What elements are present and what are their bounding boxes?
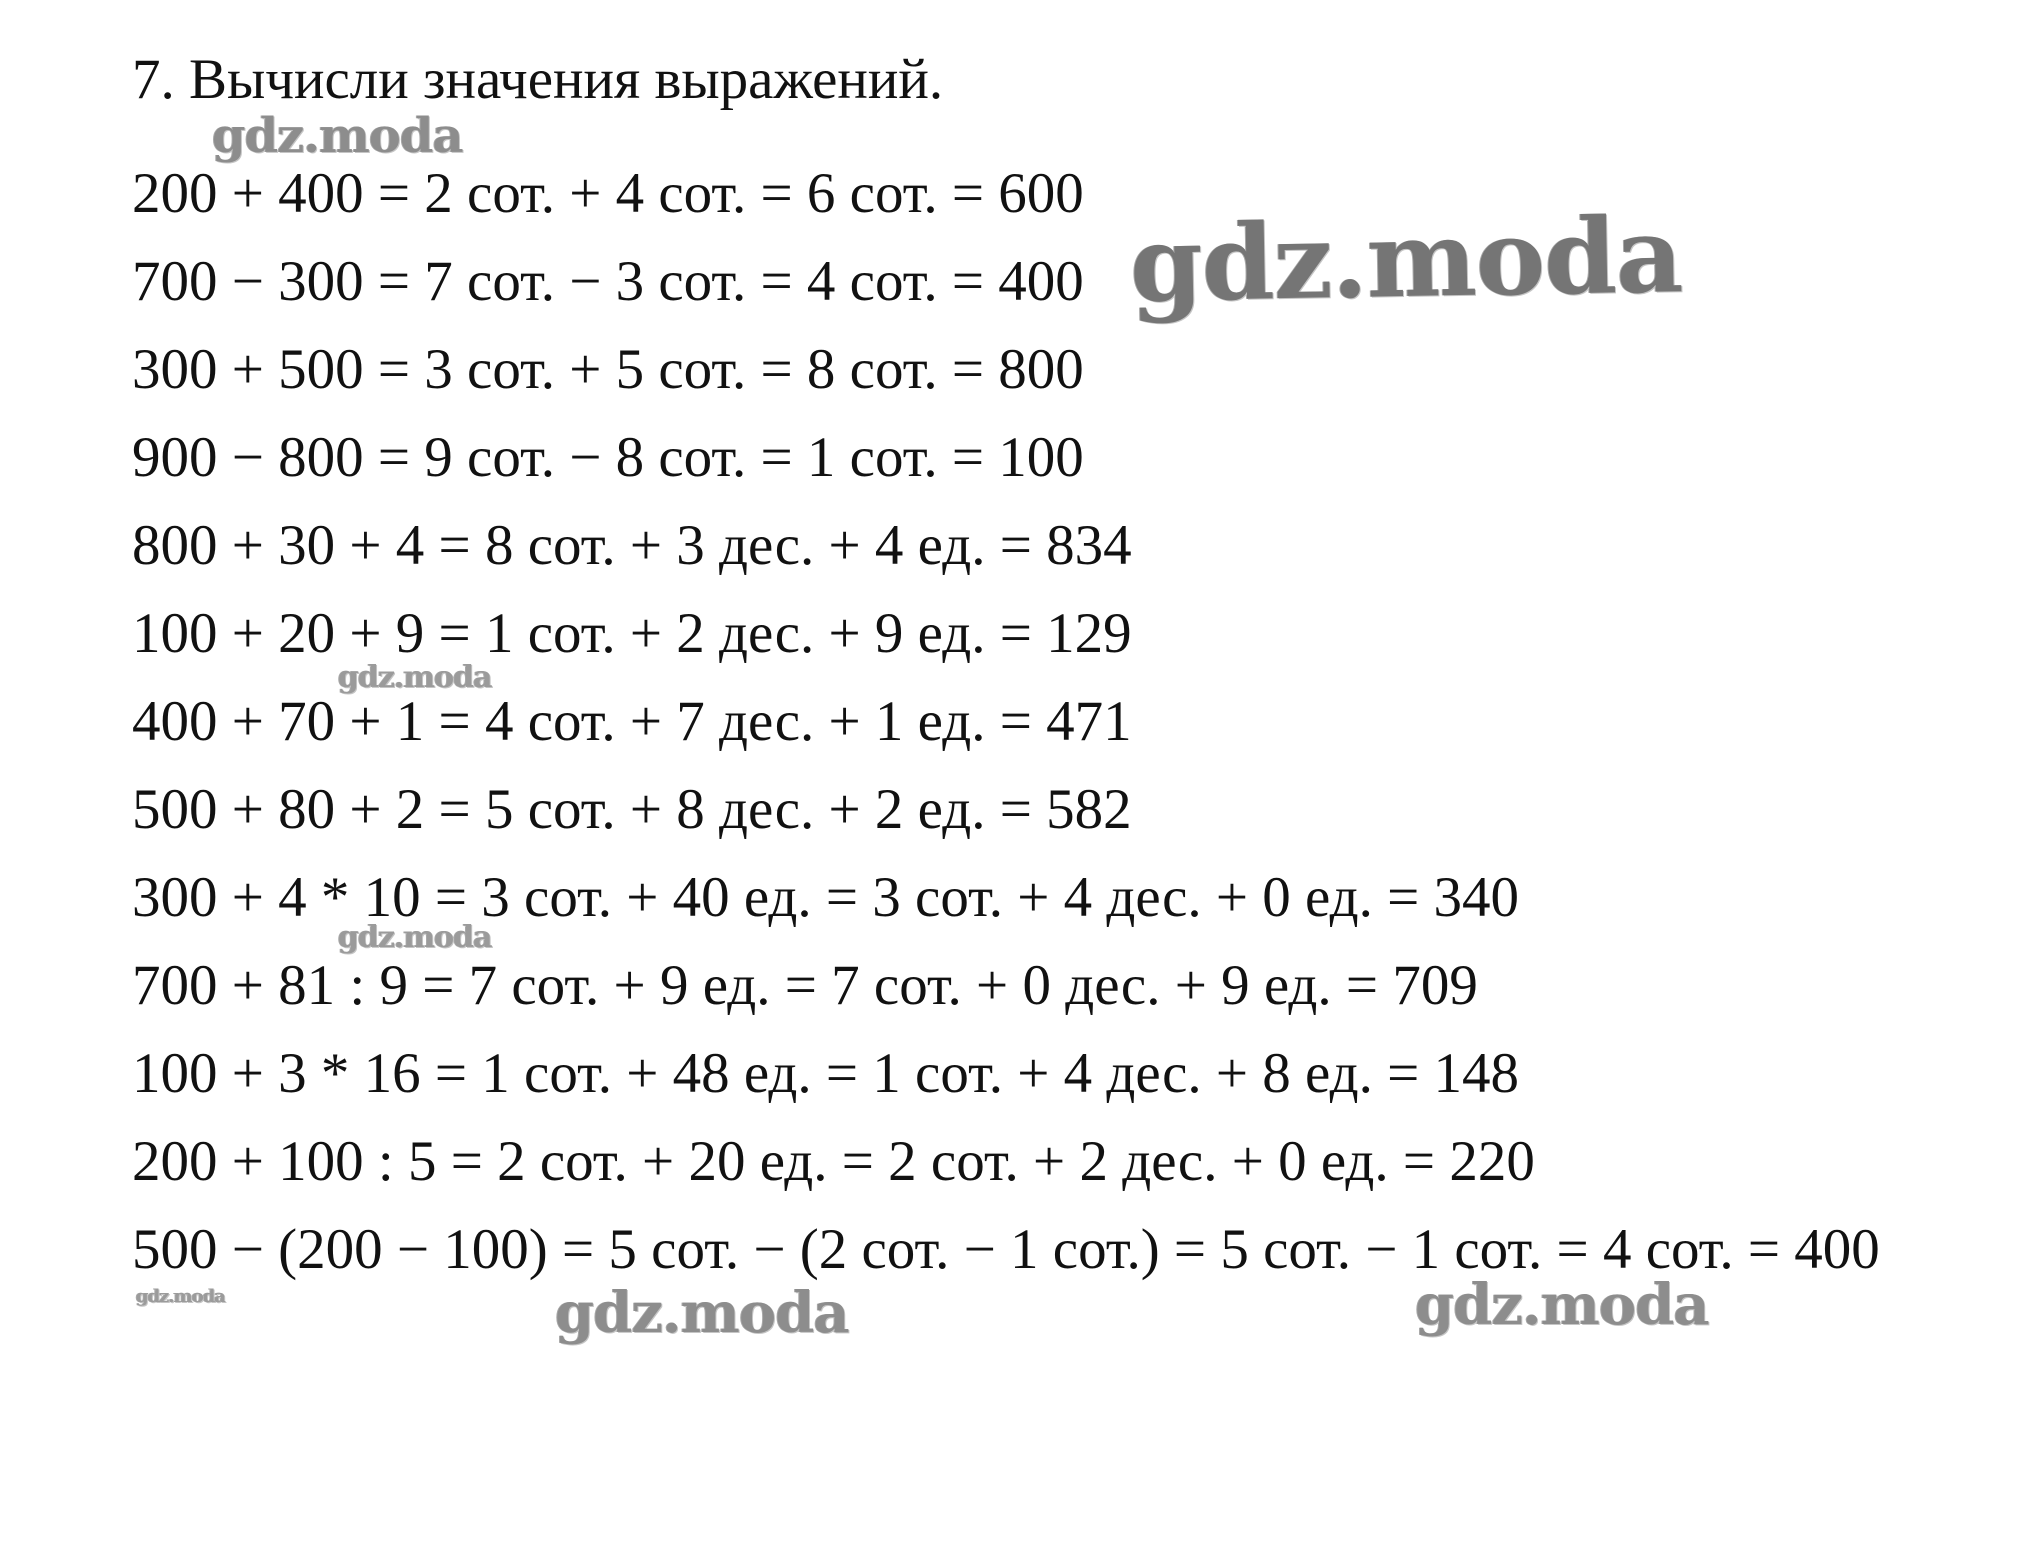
watermark-logo: gdz.moda bbox=[338, 660, 492, 695]
expression-line-4: 900 − 800 = 9 сот. − 8 сот. = 1 сот. = 100 bbox=[132, 426, 1084, 489]
task-title: 7. Вычисли значения выражений. bbox=[132, 48, 944, 111]
expression-line-12: 200 + 100 : 5 = 2 сот. + 20 ед. = 2 сот. + 2 дес. + 0 ед. = 220 bbox=[132, 1130, 1535, 1193]
expression-line-2: 700 − 300 = 7 сот. − 3 сот. = 4 сот. = 400 bbox=[132, 250, 1084, 313]
expression-line-8: 500 + 80 + 2 = 5 сот. + 8 дес. + 2 ед. = 582 bbox=[132, 778, 1132, 841]
expression-line-11: 100 + 3 * 16 = 1 сот. + 48 ед. = 1 сот. + 4 дес. + 8 ед. = 148 bbox=[132, 1042, 1519, 1105]
watermark-logo: gdz.moda bbox=[1415, 1272, 1709, 1338]
watermark-logo: gdz.moda bbox=[338, 920, 492, 955]
expression-line-9: 300 + 4 * 10 = 3 сот. + 40 ед. = 3 сот. + 4 дес. + 0 ед. = 340 bbox=[132, 866, 1519, 929]
expression-line-7: 400 + 70 + 1 = 4 сот. + 7 дес. + 1 ед. = 471 bbox=[132, 690, 1132, 753]
watermark-logo: gdz.moda bbox=[136, 1286, 225, 1307]
expression-line-6: 100 + 20 + 9 = 1 сот. + 2 дес. + 9 ед. = 129 bbox=[132, 602, 1132, 665]
watermark-logo: gdz.moda bbox=[212, 108, 463, 164]
watermark-logo: gdz.moda bbox=[1128, 193, 1684, 326]
watermark-logo: gdz.moda bbox=[555, 1280, 849, 1346]
expression-line-1: 200 + 400 = 2 сот. + 4 сот. = 6 сот. = 600 bbox=[132, 162, 1084, 225]
expression-line-13: 500 − (200 − 100) = 5 сот. − (2 сот. − 1 сот.) = 5 сот. − 1 сот. = 4 сот. = 400 bbox=[132, 1218, 1880, 1281]
expression-list bbox=[132, 150, 1992, 1294]
expression-line-5: 800 + 30 + 4 = 8 сот. + 3 дес. + 4 ед. = 834 bbox=[132, 514, 1132, 577]
expression-line-10: 700 + 81 : 9 = 7 сот. + 9 ед. = 7 сот. + 0 дес. + 9 ед. = 709 bbox=[132, 954, 1478, 1017]
expression-line-3: 300 + 500 = 3 сот. + 5 сот. = 8 сот. = 800 bbox=[132, 338, 1084, 401]
